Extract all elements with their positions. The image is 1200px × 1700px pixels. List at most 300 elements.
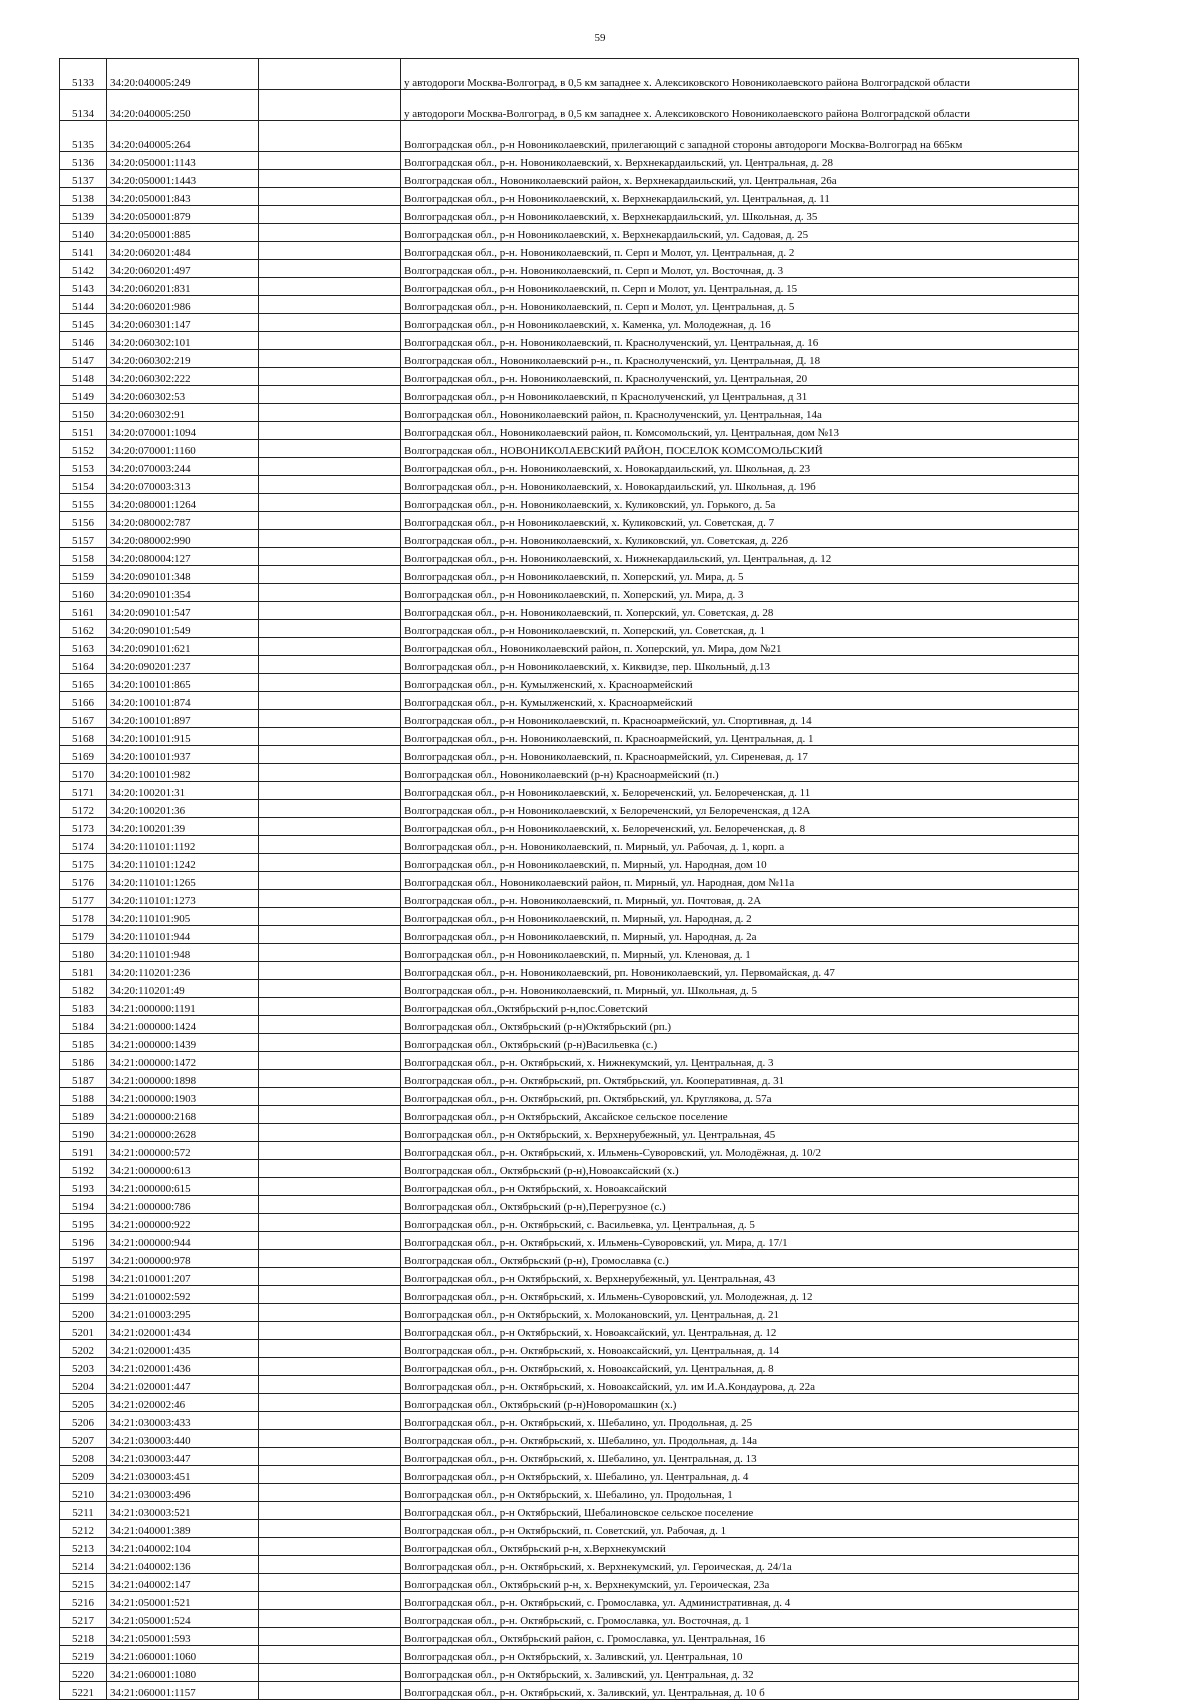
empty-cell xyxy=(259,1358,401,1376)
empty-cell xyxy=(259,350,401,368)
empty-cell xyxy=(259,1070,401,1088)
row-number: 5164 xyxy=(60,656,107,674)
table-row xyxy=(60,260,1079,278)
table-row xyxy=(60,1556,1079,1574)
table-row xyxy=(60,1124,1079,1142)
table-row xyxy=(60,350,1079,368)
row-number: 5173 xyxy=(60,818,107,836)
row-number: 5145 xyxy=(60,314,107,332)
row-number: 5139 xyxy=(60,206,107,224)
empty-cell xyxy=(259,890,401,908)
table-row xyxy=(60,242,1079,260)
address: Волгоградская обл., Октябрьский р-н, х. Верхнекумский, ул. Героическая, 23а xyxy=(401,1574,1079,1592)
address: Волгоградская обл., р-н. Кумылженский, х. Красноармейский xyxy=(401,692,1079,710)
empty-cell xyxy=(259,566,401,584)
table-row xyxy=(60,512,1079,530)
row-number: 5201 xyxy=(60,1322,107,1340)
empty-cell xyxy=(259,1016,401,1034)
table-row xyxy=(60,90,1079,121)
row-number: 5165 xyxy=(60,674,107,692)
empty-cell xyxy=(259,188,401,206)
cadastral-number: 34:21:010001:207 xyxy=(107,1268,259,1286)
table-row xyxy=(60,908,1079,926)
cadastral-number: 34:21:050001:521 xyxy=(107,1592,259,1610)
row-number: 5140 xyxy=(60,224,107,242)
empty-cell xyxy=(259,872,401,890)
row-number: 5177 xyxy=(60,890,107,908)
cadastral-number: 34:21:030003:521 xyxy=(107,1502,259,1520)
row-number: 5147 xyxy=(60,350,107,368)
table-row xyxy=(60,1160,1079,1178)
row-number: 5178 xyxy=(60,908,107,926)
address: Волгоградская обл., р-н Октябрьский, х. Новоаксайский, ул. Центральная, д. 12 xyxy=(401,1322,1079,1340)
address: Волгоградская обл., р-н Новониколаевский, х. Каменка, ул. Молодежная, д. 16 xyxy=(401,314,1079,332)
table-row xyxy=(60,404,1079,422)
cadastral-number: 34:21:000000:2168 xyxy=(107,1106,259,1124)
row-number: 5182 xyxy=(60,980,107,998)
empty-cell xyxy=(259,674,401,692)
address: Волгоградская обл., р-н Новониколаевский, х. Верхнекардаильский, ул. Садовая, д. 25 xyxy=(401,224,1079,242)
row-number: 5196 xyxy=(60,1232,107,1250)
table-row xyxy=(60,548,1079,566)
address: Волгоградская обл., р-н Новониколаевский, х. Белореченский, ул. Белореченская, д. 11 xyxy=(401,782,1079,800)
table-row xyxy=(60,1052,1079,1070)
empty-cell xyxy=(259,548,401,566)
row-number: 5170 xyxy=(60,764,107,782)
cadastral-number: 34:20:090101:621 xyxy=(107,638,259,656)
empty-cell xyxy=(259,818,401,836)
row-number: 5198 xyxy=(60,1268,107,1286)
cadastral-number: 34:21:000000:1472 xyxy=(107,1052,259,1070)
table-row xyxy=(60,962,1079,980)
empty-cell xyxy=(259,602,401,620)
empty-cell xyxy=(259,656,401,674)
cadastral-number: 34:20:050001:1143 xyxy=(107,152,259,170)
empty-cell xyxy=(259,908,401,926)
table-row xyxy=(60,1232,1079,1250)
empty-cell xyxy=(259,1448,401,1466)
table-row xyxy=(60,998,1079,1016)
empty-cell xyxy=(259,224,401,242)
address: у автодороги Москва-Волгоград, в 0,5 км западнее х. Алексиковского Новониколаевского района Волгоградской области xyxy=(401,90,1079,121)
empty-cell xyxy=(259,1484,401,1502)
empty-cell xyxy=(259,692,401,710)
table-row xyxy=(60,458,1079,476)
table-row xyxy=(60,728,1079,746)
table-row xyxy=(60,1250,1079,1268)
address: Волгоградская обл., р-н. Октябрьский, х. Ильмень-Суворовский, ул. Мира, д. 17/1 xyxy=(401,1232,1079,1250)
address: Волгоградская обл., р-н Октябрьский, х. Заливский, ул. Центральная, 10 xyxy=(401,1646,1079,1664)
address: Волгоградская обл., р-н Октябрьский, х. Верхнерубежный, ул. Центральная, 45 xyxy=(401,1124,1079,1142)
address: Волгоградская обл., р-н. Новониколаевский, х. Куликовский, ул. Горького, д. 5а xyxy=(401,494,1079,512)
row-number: 5215 xyxy=(60,1574,107,1592)
empty-cell xyxy=(259,476,401,494)
address: Волгоградская обл., р-н Октябрьский, х. Шебалино, ул. Центральная, д. 4 xyxy=(401,1466,1079,1484)
empty-cell xyxy=(259,1034,401,1052)
table-row xyxy=(60,854,1079,872)
row-number: 5159 xyxy=(60,566,107,584)
empty-cell xyxy=(259,1106,401,1124)
empty-cell xyxy=(259,1664,401,1682)
cadastral-number: 34:20:050001:879 xyxy=(107,206,259,224)
cadastral-number: 34:21:020001:434 xyxy=(107,1322,259,1340)
empty-cell xyxy=(259,386,401,404)
table-row xyxy=(60,152,1079,170)
cadastral-number: 34:21:000000:1903 xyxy=(107,1088,259,1106)
empty-cell xyxy=(259,1592,401,1610)
address: Волгоградская обл., р-н Новониколаевский, п. Мирный, ул. Народная, дом 10 xyxy=(401,854,1079,872)
address: Волгоградская обл., р-н. Октябрьский, с. Громославка, ул. Административная, д. 4 xyxy=(401,1592,1079,1610)
table-row xyxy=(60,476,1079,494)
cadastral-number: 34:20:050001:885 xyxy=(107,224,259,242)
address: Волгоградская обл., р-н Октябрьский, х. Верхнерубежный, ул. Центральная, 43 xyxy=(401,1268,1079,1286)
row-number: 5197 xyxy=(60,1250,107,1268)
row-number: 5200 xyxy=(60,1304,107,1322)
address: Волгоградская обл., р-н Октябрьский, Аксайское сельское поселение xyxy=(401,1106,1079,1124)
empty-cell xyxy=(259,152,401,170)
row-number: 5214 xyxy=(60,1556,107,1574)
row-number: 5133 xyxy=(60,59,107,90)
address: Волгоградская обл., р-н Новониколаевский, х. Белореченский, ул. Белореченская, д. 8 xyxy=(401,818,1079,836)
cadastral-number: 34:20:080002:787 xyxy=(107,512,259,530)
row-number: 5209 xyxy=(60,1466,107,1484)
cadastral-number: 34:21:030003:496 xyxy=(107,1484,259,1502)
address: Волгоградская обл., р-н Октябрьский, п. Советский, ул. Рабочая, д. 1 xyxy=(401,1520,1079,1538)
cadastral-number: 34:20:060201:497 xyxy=(107,260,259,278)
row-number: 5187 xyxy=(60,1070,107,1088)
empty-cell xyxy=(259,854,401,872)
table-row xyxy=(60,710,1079,728)
address: Волгоградская обл., р-н Новониколаевский, х. Киквидзе, пер. Школьный, д.13 xyxy=(401,656,1079,674)
row-number: 5134 xyxy=(60,90,107,121)
address: Волгоградская обл., р-н. Октябрьский, рп. Октябрьский, ул. Круглякова, д. 57а xyxy=(401,1088,1079,1106)
empty-cell xyxy=(259,1232,401,1250)
row-number: 5167 xyxy=(60,710,107,728)
empty-cell xyxy=(259,1646,401,1664)
cadastral-number: 34:21:000000:615 xyxy=(107,1178,259,1196)
address: Волгоградская обл., Октябрьский (р-н), Громославка (с.) xyxy=(401,1250,1079,1268)
address: Волгоградская обл., р-н. Новониколаевский, п. Красноармейский, ул. Центральная, д. 1 xyxy=(401,728,1079,746)
row-number: 5194 xyxy=(60,1196,107,1214)
row-number: 5179 xyxy=(60,926,107,944)
cadastral-number: 34:21:050001:524 xyxy=(107,1610,259,1628)
empty-cell xyxy=(259,170,401,188)
row-number: 5217 xyxy=(60,1610,107,1628)
address: Волгоградская обл., р-н Новониколаевский, п. Серп и Молот, ул. Центральная, д. 15 xyxy=(401,278,1079,296)
cadastral-number: 34:20:100201:31 xyxy=(107,782,259,800)
table-row xyxy=(60,836,1079,854)
table-row xyxy=(60,296,1079,314)
cadastral-number: 34:20:110201:49 xyxy=(107,980,259,998)
address: Волгоградская обл., р-н. Новониколаевский, п. Серп и Молот, ул. Центральная, д. 2 xyxy=(401,242,1079,260)
cadastral-number: 34:20:040005:264 xyxy=(107,121,259,152)
address: Волгоградская обл., р-н. Новониколаевский, рп. Новониколаевский, ул. Первомайская, д. 47 xyxy=(401,962,1079,980)
table-row xyxy=(60,1178,1079,1196)
cadastral-number: 34:21:000000:944 xyxy=(107,1232,259,1250)
row-number: 5212 xyxy=(60,1520,107,1538)
cadastral-number: 34:20:100101:874 xyxy=(107,692,259,710)
row-number: 5220 xyxy=(60,1664,107,1682)
cadastral-number: 34:20:060201:986 xyxy=(107,296,259,314)
address: Волгоградская обл., р-н. Новониколаевский, п. Краснолученский, ул. Центральная, 20 xyxy=(401,368,1079,386)
table-row xyxy=(60,620,1079,638)
address: у автодороги Москва-Волгоград, в 0,5 км западнее х. Алексиковского Новониколаевского района Волгоградской области xyxy=(401,59,1079,90)
empty-cell xyxy=(259,278,401,296)
table-row xyxy=(60,1574,1079,1592)
cadastral-number: 34:20:070001:1094 xyxy=(107,422,259,440)
row-number: 5172 xyxy=(60,800,107,818)
table-row xyxy=(60,584,1079,602)
row-number: 5191 xyxy=(60,1142,107,1160)
empty-cell xyxy=(259,1250,401,1268)
table-row xyxy=(60,1502,1079,1520)
empty-cell xyxy=(259,1160,401,1178)
row-number: 5157 xyxy=(60,530,107,548)
row-number: 5181 xyxy=(60,962,107,980)
table-row xyxy=(60,944,1079,962)
table-row xyxy=(60,422,1079,440)
address: Волгоградская обл., Октябрьский район, с. Громославка, ул. Центральная, 16 xyxy=(401,1628,1079,1646)
row-number: 5158 xyxy=(60,548,107,566)
cadastral-number: 34:21:030003:447 xyxy=(107,1448,259,1466)
table-row xyxy=(60,440,1079,458)
cadastral-number: 34:20:040005:250 xyxy=(107,90,259,121)
row-number: 5189 xyxy=(60,1106,107,1124)
empty-cell xyxy=(259,800,401,818)
cadastral-number: 34:21:000000:1439 xyxy=(107,1034,259,1052)
table-row xyxy=(60,602,1079,620)
row-number: 5171 xyxy=(60,782,107,800)
address: Волгоградская обл., р-н Новониколаевский, п Краснолученский, ул Центральная, д 31 xyxy=(401,386,1079,404)
row-number: 5208 xyxy=(60,1448,107,1466)
table-row xyxy=(60,1646,1079,1664)
table-row xyxy=(60,980,1079,998)
cadastral-number: 34:21:000000:1898 xyxy=(107,1070,259,1088)
empty-cell xyxy=(259,59,401,90)
empty-cell xyxy=(259,764,401,782)
address: Волгоградская обл., р-н Новониколаевский, п. Мирный, ул. Народная, д. 2а xyxy=(401,926,1079,944)
row-number: 5153 xyxy=(60,458,107,476)
row-number: 5152 xyxy=(60,440,107,458)
cadastral-number: 34:20:090101:354 xyxy=(107,584,259,602)
table-row xyxy=(60,224,1079,242)
table-row xyxy=(60,1286,1079,1304)
table-row xyxy=(60,746,1079,764)
address: Волгоградская обл., НОВОНИКОЛАЕВСКИЙ РАЙОН, ПОСЕЛОК КОМСОМОЛЬСКИЙ xyxy=(401,440,1079,458)
row-number: 5193 xyxy=(60,1178,107,1196)
address: Волгоградская обл., р-н. Новониколаевский, п. Мирный, ул. Рабочая, д. 1, корп. а xyxy=(401,836,1079,854)
empty-cell xyxy=(259,1376,401,1394)
address: Волгоградская обл., р-н. Новониколаевский, п. Мирный, ул. Школьная, д. 5 xyxy=(401,980,1079,998)
table-row xyxy=(60,314,1079,332)
address: Волгоградская обл., р-н. Новониколаевский, п. Хоперский, ул. Советская, д. 28 xyxy=(401,602,1079,620)
address: Волгоградская обл., р-н. Октябрьский, с. Громославка, ул. Восточная, д. 1 xyxy=(401,1610,1079,1628)
table-row xyxy=(60,170,1079,188)
address: Волгоградская обл., Новониколаевский р-н., п. Краснолученский, ул. Центральная, Д. 18 xyxy=(401,350,1079,368)
row-number: 5213 xyxy=(60,1538,107,1556)
cadastral-number: 34:21:020001:436 xyxy=(107,1358,259,1376)
empty-cell xyxy=(259,1268,401,1286)
table-row xyxy=(60,1610,1079,1628)
address: Волгоградская обл., р-н Октябрьский, х. Шебалино, ул. Продольная, 1 xyxy=(401,1484,1079,1502)
table-row xyxy=(60,800,1079,818)
address: Волгоградская обл., р-н. Новониколаевский, п. Краснолученский, ул. Центральная, д. 16 xyxy=(401,332,1079,350)
row-number: 5202 xyxy=(60,1340,107,1358)
empty-cell xyxy=(259,782,401,800)
table-row xyxy=(60,1484,1079,1502)
empty-cell xyxy=(259,1466,401,1484)
cadastral-number: 34:21:050001:593 xyxy=(107,1628,259,1646)
row-number: 5176 xyxy=(60,872,107,890)
cadastral-number: 34:20:110101:1273 xyxy=(107,890,259,908)
cadastral-number: 34:21:040002:104 xyxy=(107,1538,259,1556)
address: Волгоградская обл., р-н Октябрьский, Шебалиновское сельское поселение xyxy=(401,1502,1079,1520)
cadastral-number: 34:21:040001:389 xyxy=(107,1520,259,1538)
row-number: 5195 xyxy=(60,1214,107,1232)
address: Волгоградская обл., Октябрьский р-н, х.Верхнекумский xyxy=(401,1538,1079,1556)
empty-cell xyxy=(259,206,401,224)
cadastral-table xyxy=(59,58,1079,1700)
table-row xyxy=(60,656,1079,674)
table-row xyxy=(60,1628,1079,1646)
cadastral-number: 34:21:030003:440 xyxy=(107,1430,259,1448)
table-row xyxy=(60,368,1079,386)
address: Волгоградская обл., р-н Новониколаевский, п. Хоперский, ул. Мира, д. 3 xyxy=(401,584,1079,602)
cadastral-number: 34:21:020001:447 xyxy=(107,1376,259,1394)
cadastral-number: 34:20:110101:948 xyxy=(107,944,259,962)
cadastral-number: 34:21:010002:592 xyxy=(107,1286,259,1304)
empty-cell xyxy=(259,944,401,962)
address: Волгоградская обл., р-н. Октябрьский, х. Ильмень-Суворовский, ул. Молодёжная, д. 10/2 xyxy=(401,1142,1079,1160)
cadastral-number: 34:21:000000:922 xyxy=(107,1214,259,1232)
cadastral-number: 34:20:070003:313 xyxy=(107,476,259,494)
address: Волгоградская обл., Октябрьский (р-н)Октябрьский (рп.) xyxy=(401,1016,1079,1034)
row-number: 5199 xyxy=(60,1286,107,1304)
cadastral-number: 34:20:100101:937 xyxy=(107,746,259,764)
row-number: 5163 xyxy=(60,638,107,656)
address: Волгоградская обл., Октябрьский (р-н)Новоромашкин (х.) xyxy=(401,1394,1079,1412)
cadastral-number: 34:21:000000:613 xyxy=(107,1160,259,1178)
row-number: 5216 xyxy=(60,1592,107,1610)
cadastral-number: 34:20:080002:990 xyxy=(107,530,259,548)
table-row xyxy=(60,188,1079,206)
address: Волгоградская обл., р-н. Новониколаевский, х. Новокардаильский, ул. Школьная, д. 19б xyxy=(401,476,1079,494)
cadastral-number: 34:21:060001:1080 xyxy=(107,1664,259,1682)
empty-cell xyxy=(259,458,401,476)
row-number: 5150 xyxy=(60,404,107,422)
address: Волгоградская обл., р-н. Новониколаевский, х. Нижнекардаильский, ул. Центральная, д. 12 xyxy=(401,548,1079,566)
address: Волгоградская обл., р-н. Октябрьский, рп. Октябрьский, ул. Кооперативная, д. 31 xyxy=(401,1070,1079,1088)
table-row xyxy=(60,1268,1079,1286)
row-number: 5156 xyxy=(60,512,107,530)
row-number: 5206 xyxy=(60,1412,107,1430)
address: Волгоградская обл., р-н Новониколаевский, х. Верхнекардаильский, ул. Центральная, д. 11 xyxy=(401,188,1079,206)
cadastral-number: 34:20:100201:39 xyxy=(107,818,259,836)
address: Волгоградская обл., р-н. Новониколаевский, х. Новокардаильский, ул. Школьная, д. 23 xyxy=(401,458,1079,476)
cadastral-number: 34:20:050001:843 xyxy=(107,188,259,206)
table-row xyxy=(60,1016,1079,1034)
cadastral-number: 34:20:060201:484 xyxy=(107,242,259,260)
row-number: 5218 xyxy=(60,1628,107,1646)
empty-cell xyxy=(259,926,401,944)
row-number: 5207 xyxy=(60,1430,107,1448)
table-row xyxy=(60,1592,1079,1610)
empty-cell xyxy=(259,242,401,260)
empty-cell xyxy=(259,638,401,656)
table-row xyxy=(60,1340,1079,1358)
cadastral-number: 34:20:100201:36 xyxy=(107,800,259,818)
cadastral-number: 34:20:040005:249 xyxy=(107,59,259,90)
row-number: 5210 xyxy=(60,1484,107,1502)
row-number: 5143 xyxy=(60,278,107,296)
empty-cell xyxy=(259,1556,401,1574)
row-number: 5188 xyxy=(60,1088,107,1106)
empty-cell xyxy=(259,1142,401,1160)
table-row xyxy=(60,638,1079,656)
table-row xyxy=(60,59,1079,90)
empty-cell xyxy=(259,422,401,440)
table-row xyxy=(60,1430,1079,1448)
address: Волгоградская обл., р-н Новониколаевский, п. Хоперский, ул. Советская, д. 1 xyxy=(401,620,1079,638)
empty-cell xyxy=(259,1304,401,1322)
row-number: 5205 xyxy=(60,1394,107,1412)
address: Волгоградская обл., р-н Новониколаевский, прилегающий с западной стороны автодороги Москва-Волгоград на 665км xyxy=(401,121,1079,152)
cadastral-number: 34:20:060201:831 xyxy=(107,278,259,296)
address: Волгоградская обл., р-н Октябрьский, х. Заливский, ул. Центральная, д. 32 xyxy=(401,1664,1079,1682)
table-row xyxy=(60,890,1079,908)
address: Волгоградская обл., р-н. Новониколаевский, п. Мирный, ул. Почтовая, д. 2А xyxy=(401,890,1079,908)
row-number: 5137 xyxy=(60,170,107,188)
cadastral-number: 34:20:090101:348 xyxy=(107,566,259,584)
address: Волгоградская обл., р-н. Октябрьский, х. Верхнекумский, ул. Героическая, д. 24/1а xyxy=(401,1556,1079,1574)
address: Волгоградская обл., Новониколаевский район, п. Хоперский, ул. Мира, дом №21 xyxy=(401,638,1079,656)
table-row xyxy=(60,1358,1079,1376)
cadastral-number: 34:20:060302:53 xyxy=(107,386,259,404)
row-number: 5221 xyxy=(60,1682,107,1700)
address: Волгоградская обл., р-н. Октябрьский, х. Шебалино, ул. Продольная, д. 14а xyxy=(401,1430,1079,1448)
empty-cell xyxy=(259,90,401,121)
empty-cell xyxy=(259,1340,401,1358)
empty-cell xyxy=(259,728,401,746)
page-number: 59 xyxy=(594,32,606,44)
cadastral-number: 34:20:050001:1443 xyxy=(107,170,259,188)
row-number: 5141 xyxy=(60,242,107,260)
address: Волгоградская обл., р-н. Октябрьский, х. Ильмень-Суворовский, ул. Молодежная, д. 12 xyxy=(401,1286,1079,1304)
address: Волгоградская обл., р-н Октябрьский, х. Новоаксайский xyxy=(401,1178,1079,1196)
table-row xyxy=(60,1520,1079,1538)
empty-cell xyxy=(259,1124,401,1142)
empty-cell xyxy=(259,260,401,278)
address: Волгоградская обл., р-н. Октябрьский, х. Новоаксайский, ул. Центральная, д. 14 xyxy=(401,1340,1079,1358)
empty-cell xyxy=(259,1322,401,1340)
table-row xyxy=(60,1394,1079,1412)
cadastral-number: 34:20:100101:897 xyxy=(107,710,259,728)
table-row xyxy=(60,1214,1079,1232)
cadastral-number: 34:21:030003:433 xyxy=(107,1412,259,1430)
address: Волгоградская обл., р-н Октябрьский, х. Молоканoвский, ул. Центральная, д. 21 xyxy=(401,1304,1079,1322)
empty-cell xyxy=(259,314,401,332)
cadastral-number: 34:20:110101:905 xyxy=(107,908,259,926)
row-number: 5151 xyxy=(60,422,107,440)
cadastral-number: 34:21:000000:2628 xyxy=(107,1124,259,1142)
row-number: 5168 xyxy=(60,728,107,746)
table-row xyxy=(60,1070,1079,1088)
table-row xyxy=(60,1322,1079,1340)
empty-cell xyxy=(259,1430,401,1448)
cadastral-number: 34:21:000000:572 xyxy=(107,1142,259,1160)
cadastral-number: 34:21:060001:1060 xyxy=(107,1646,259,1664)
cadastral-number: 34:20:110101:1192 xyxy=(107,836,259,854)
